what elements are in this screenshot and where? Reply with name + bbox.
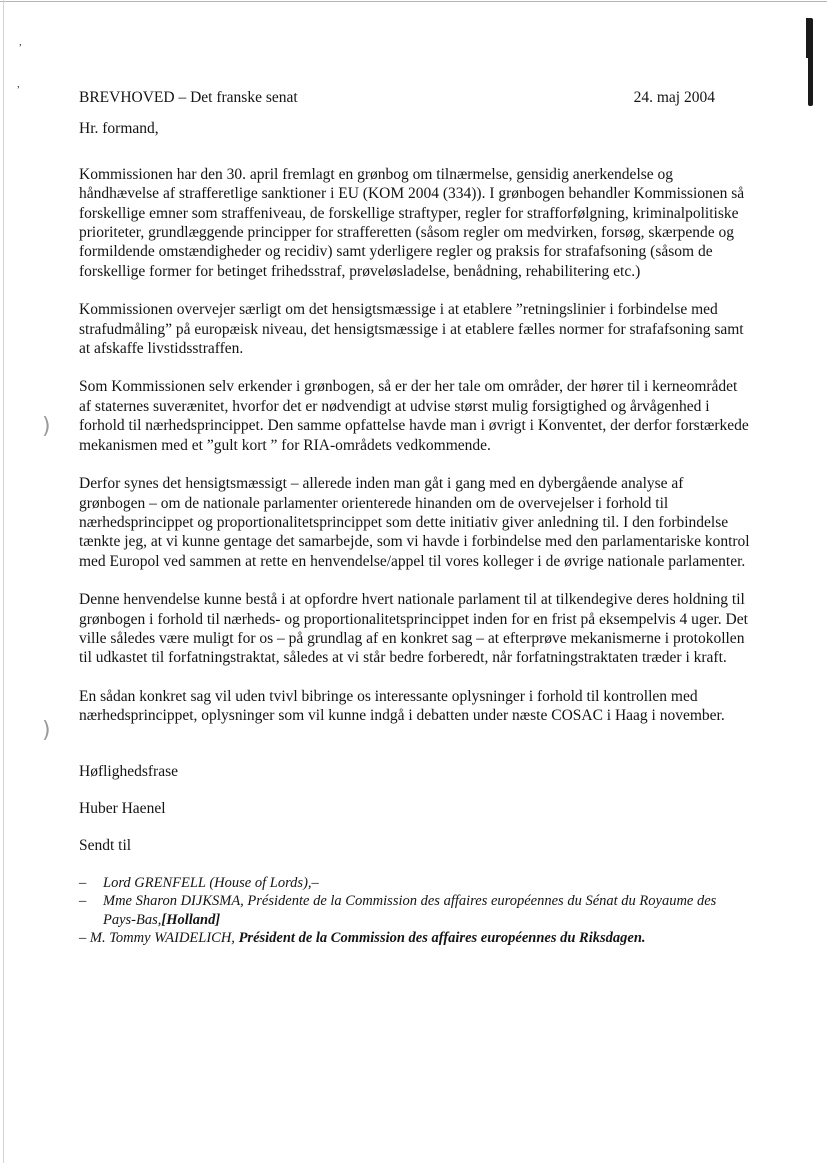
recipient-text: – M. Tommy WAIDELICH, [79,930,235,947]
list-dash: – [79,874,87,891]
letter-date: 24. maj 2004 [633,89,715,106]
courtesy-phrase: Høflighedsfrase [79,762,178,780]
recipient-text: Lord GRENFELL (House of Lords),– [103,874,319,891]
list-dash: – [79,893,87,910]
scan-speck: , [19,36,22,48]
sent-to-label: Sendt til [79,837,132,855]
greeting: Hr. formand, [79,120,159,138]
scan-artifact-mark-top [806,18,809,58]
paragraph-1: Kommissionen har den 30. april fremlagt en grønbog om tilnærmelse, gensidig anerkendelse og håndhævelse af strafferetlige sanktioner i EU (KOM 2004 (334)). I grønbogen behandler Kommissionen så forskellige emner som straffeniveau, de forskellige straftyper, regler for strafforfølgning, kriminalpolitiske prioriteter, grundlæggende principper for strafferetten (såsom regler om medvirken, forsøg, skærpende og formildende omstændigheder og recidiv) samt yderligere regler og praksis for strafafsoning (såsom de forskellige former for betinget frihedsstraf, prøveløsladelse, benådning, rehabilitering etc.) [79,165,745,280]
recipient-title: Président de la Commission des affaires européennes du Riksdagen. [238,930,646,947]
paragraph-3: Som Kommissionen selv erkender i grønbogen, så er der her tale om områder, der hører til i kerneområdet af staternes suverænitet, hvorfor det er nødvendigt at udvise størst mulig forsigtighed og årvågenhed i forhold til nærhedsprincippet. Den samme opfattelse havde man i øvrigt i Konventet, der derfor forstærkede mekanismen med et ”gult kort ” for RIA-områdets vedkommende. [79,378,749,454]
letterhead: BREVHOVED – Det franske senat [79,89,298,106]
recipient-text [103,892,751,929]
paragraph-2: Kommissionen overvejer særligt om det hensigtsmæssige i at etablere ”retningslinier i forbindelse med strafudmåling” på europæisk niveau, det hensigtsmæssige i at etablere fælles normer for strafafsoning samt at afskaffe livstidsstraffen. [79,301,744,358]
recipient-text-main: Mme Sharon DIJKSMA, Présidente de la Commission des affaires européennes du Sénat du Royaume des Pays-Bas, [103,893,717,928]
recipient-list [79,874,751,948]
punch-hole-mark: ) [42,414,51,439]
recipient-item [79,929,751,948]
recipient-item [79,874,751,893]
recipient-country: [Holland] [161,911,221,928]
paragraph-4: Derfor synes det hensigtsmæssigt – allerede inden man gåt i gang med en dybergående analyse af grønbogen – om de nationale parlamenter orienterede hinanden om de overvejelser i forhold til nærhedsprincippet og proportionalitetsprincippet som dette initiativ giver anledning til. I den forbindelse tænkte jeg, at vi kunne gentage det samarbejde, som vi havde i forbindelse med den parlamentariske kontrol med Europol ved sammen at rette en henvendelse/appel til vores kolleger i de øvrige nationale parlamenter. [79,475,750,570]
punch-hole-mark: ) [42,718,51,743]
paragraph-6: En sådan konkret sag vil uden tvivl bibringe os interessante oplysninger i forhold til kontrollen med nærhedsprincippet, oplysninger som vil kunne indgå i debatten under næste COSAC i Haag i november. [79,687,725,725]
paragraph-5: Denne henvendelse kunne bestå i at opfordre hvert nationale parlament til at tilkendegive deres holdning til grønbogen i forhold til nærheds- og proportionalitetsprincippet inden for en frist på eksempelvis 4 uger. Det ville således være muligt for os – på grundlag af en konkret sag – at efterprøve mekanismerne i protokollen til udkastet til forfatningstraktat, således at vi står bedre forberedt, når forfatningstraktaten træder i kraft. [79,591,748,667]
signature: Huber Haenel [79,799,166,817]
scan-edge-top [0,1,827,2]
scan-speck: , [17,78,20,90]
letter-page [79,88,751,948]
scan-edge-left [3,0,4,1163]
letter-header [79,88,751,107]
recipient-item [79,892,751,929]
